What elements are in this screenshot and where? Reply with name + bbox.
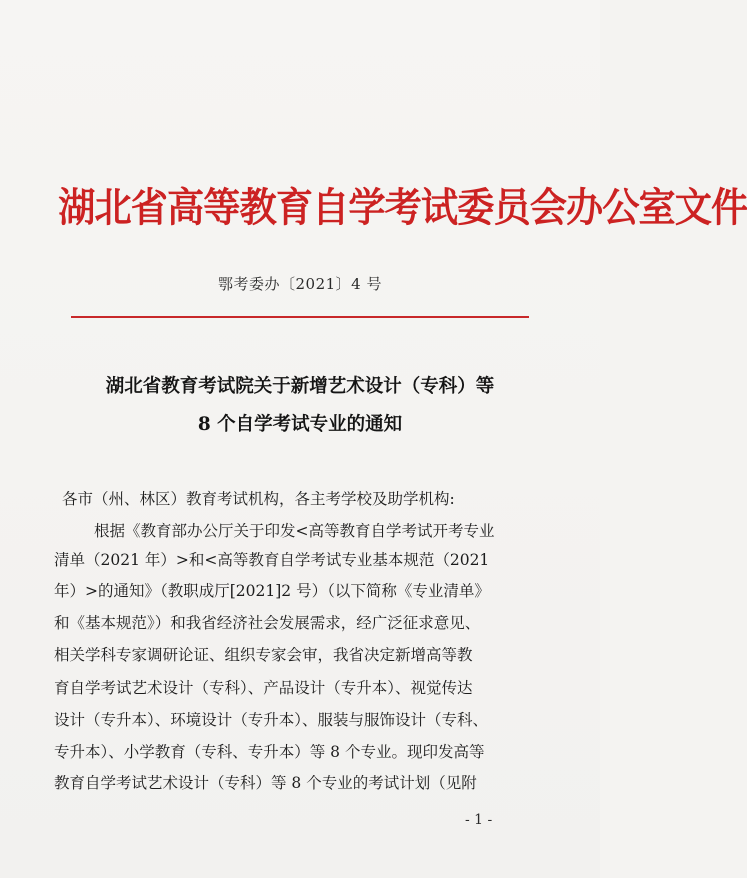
red-divider-line bbox=[71, 316, 529, 318]
body-line-1: 根据《教育部办公厅关于印发<高等教育自学考试开考专业 bbox=[94, 522, 495, 540]
body-line-3: 年）>的通知》（教职成厅[2021]2 号）（以下简称《专业清单》 bbox=[54, 582, 490, 600]
body-line-2: 清单（2021 年）>和<高等教育自学考试专业基本规范（2021 bbox=[54, 551, 490, 569]
body-line-7: 设计（专升本）、环境设计（专升本）、服装与服饰设计（专科、 bbox=[54, 711, 489, 729]
notice-title-line-1: 湖北省教育考试院关于新增艺术设计（专科）等 bbox=[105, 376, 495, 397]
body-line-4: 和《基本规范》）和我省经济社会发展需求，经广泛征求意见、 bbox=[54, 614, 481, 632]
body-line-9: 教育自学考试艺术设计（专科）等 8 个专业的考试计划（见附 bbox=[54, 774, 477, 792]
body-line-5: 相关学科专家调研论证、组织专家会审，我省决定新增高等教 bbox=[54, 646, 473, 664]
salutation: 各市（州、林区）教育考试机构，各主考学校及助学机构: bbox=[62, 490, 455, 508]
body-line-6: 育自学考试艺术设计（专科）、产品设计（专升本）、视觉传达 bbox=[54, 679, 473, 697]
document-number: 鄂考委办〔2021〕4 号 bbox=[218, 275, 382, 293]
page-number: - 1 - bbox=[465, 812, 493, 828]
document-header-title: 湖北省高等教育自学考试委员会办公室文件 bbox=[58, 184, 747, 231]
notice-title-line-2: 8 个自学考试专业的通知 bbox=[197, 414, 403, 435]
body-line-8: 专升本）、小学教育（专科、专升本）等 8 个专业。现印发高等 bbox=[54, 743, 485, 761]
